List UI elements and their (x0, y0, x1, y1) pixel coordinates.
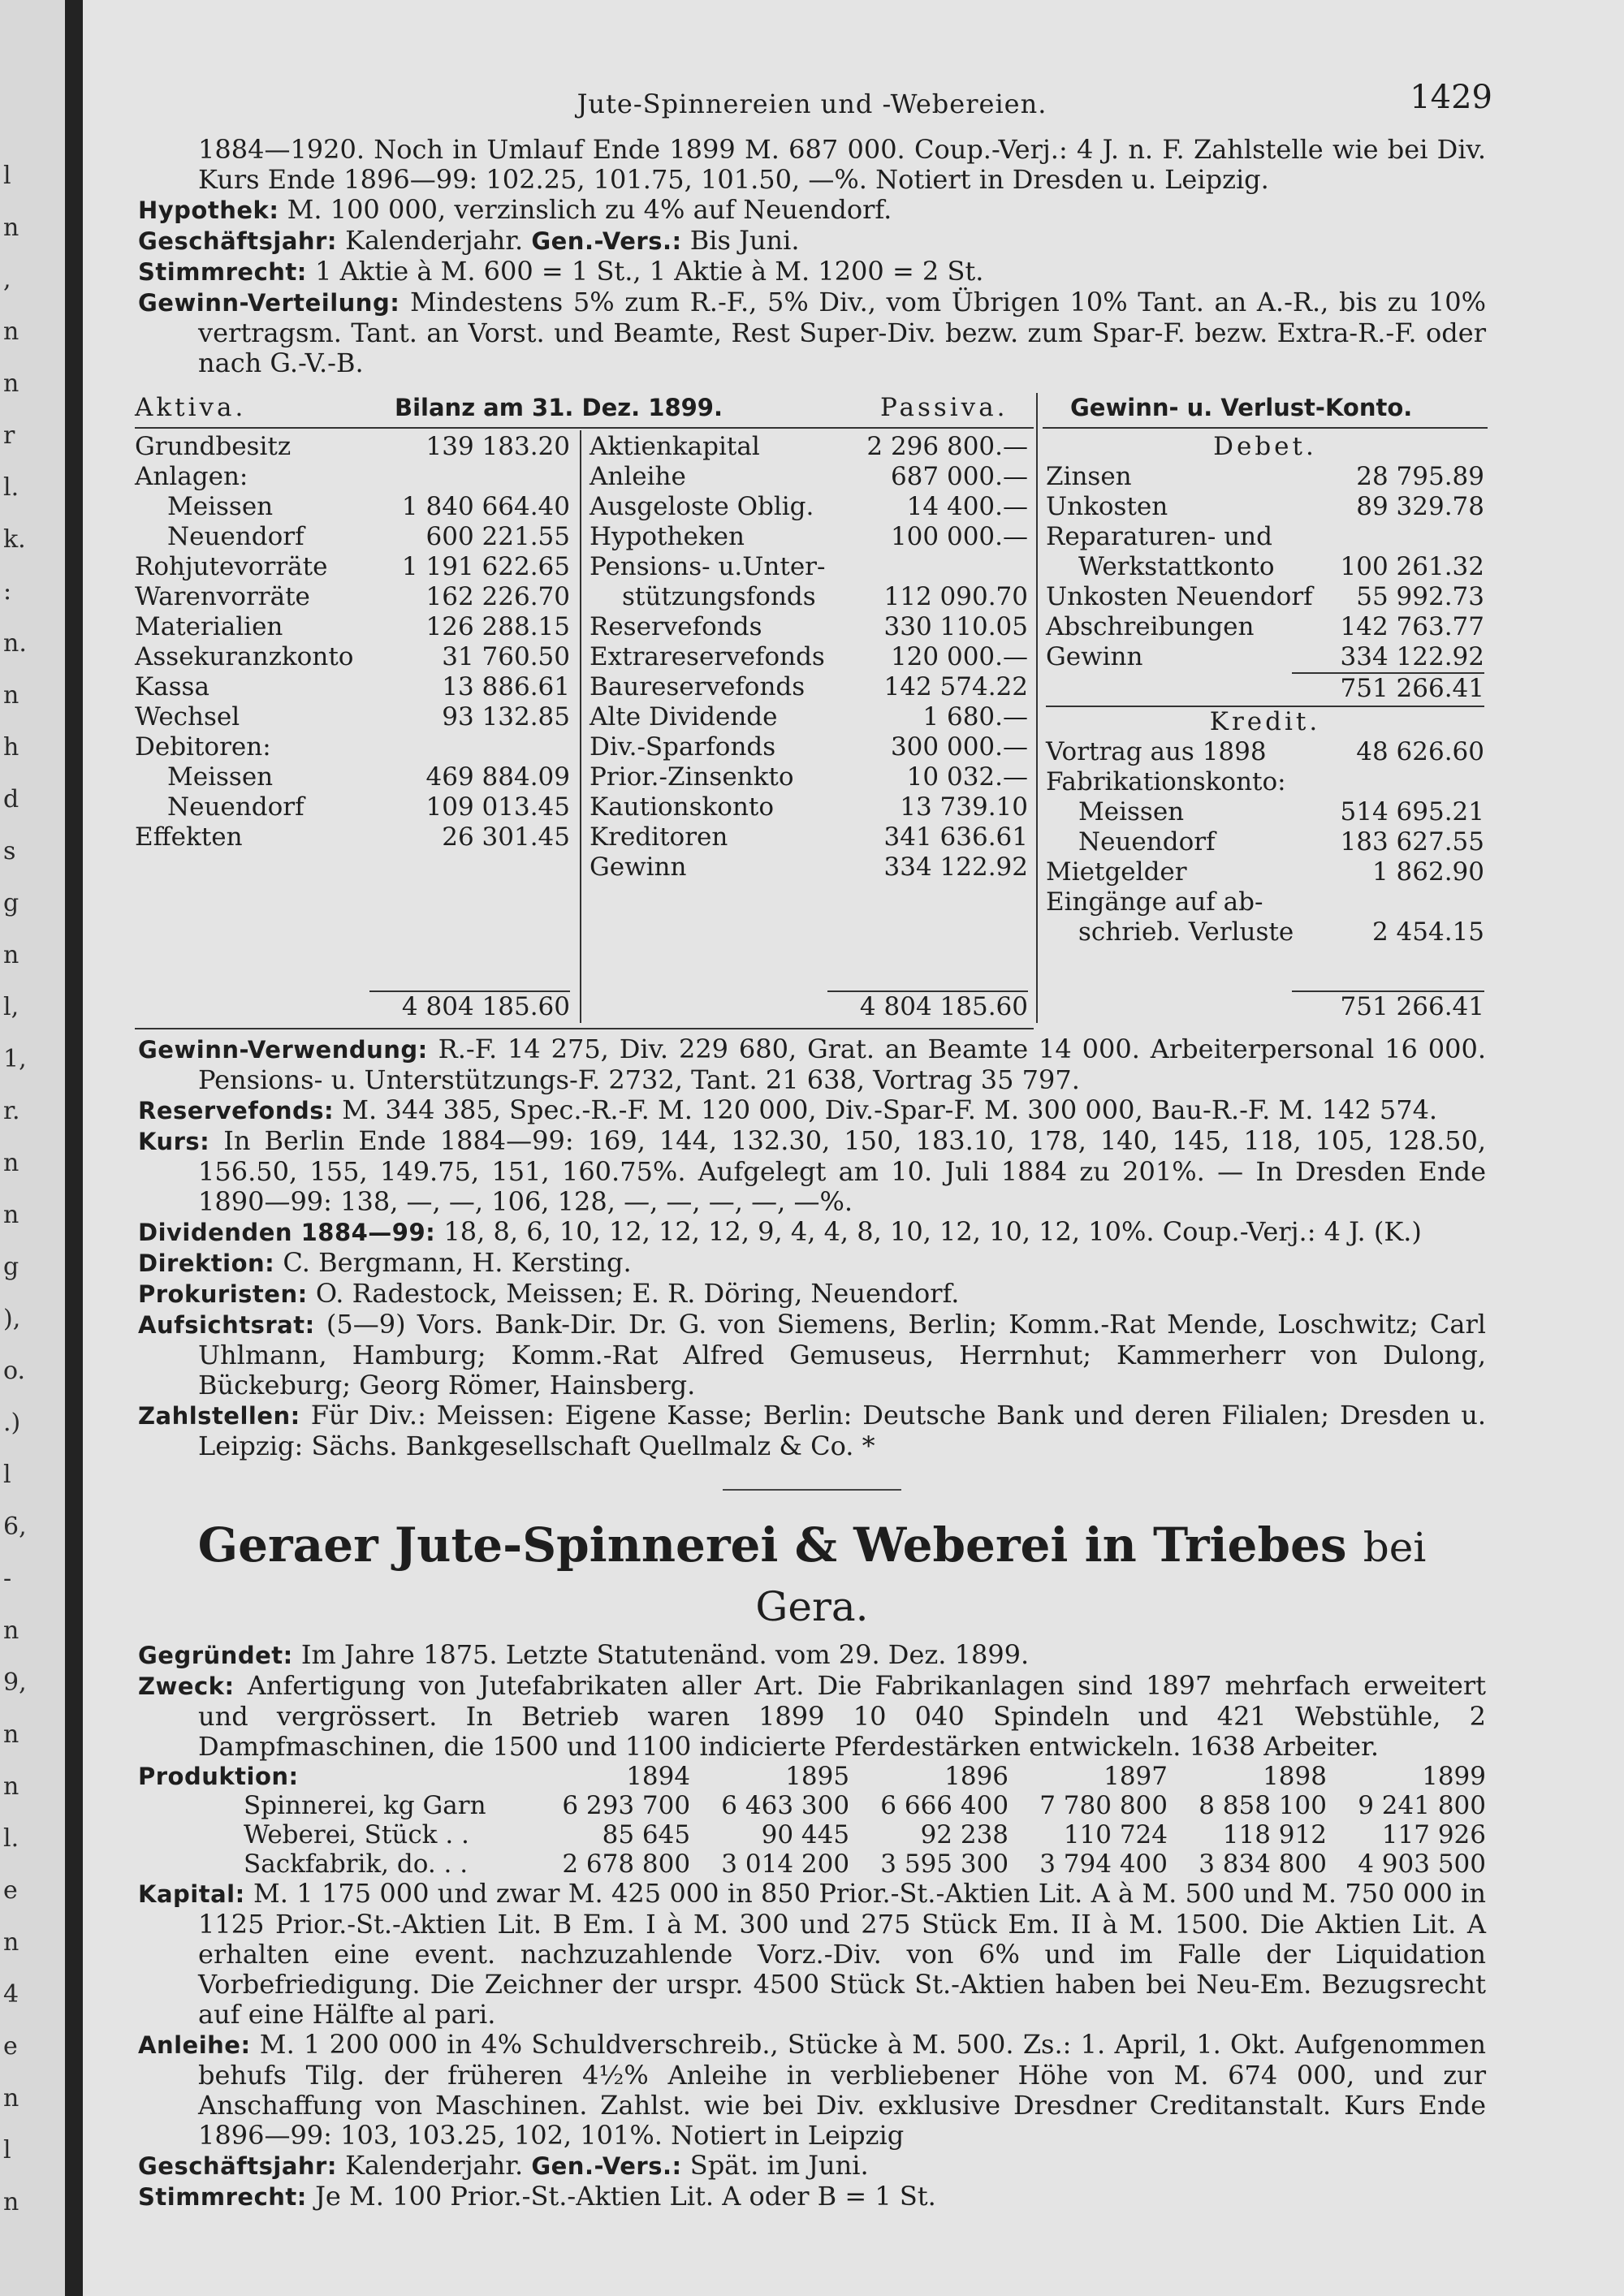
kurs-text: In Berlin Ende 1884—99: 169, 144, 132.30, 150, 183.10, 178, 140, 145, 118, 105, 128.50, 156.50, 155, 149.75, 151, 160.75%. Aufgelegt am 10. Juli 1884 zu 201%. — In Dresden Ende 1890—99: 138, —, —, 106, 128, —, —, —, —, —%. (198, 1125, 1486, 1217)
passiva-row (590, 852, 1028, 883)
company-stimmrecht-label: Stimmrecht: (138, 2183, 307, 2211)
produktion-value: 3 794 400 (1039, 1849, 1168, 1879)
produktion-value: 118 912 (1222, 1820, 1327, 1849)
aktiva-value: 162 226.70 (425, 582, 570, 611)
kredit-label: Fabrikationskonto: (1046, 767, 1286, 796)
kurs-entry (138, 1126, 1486, 1217)
intro-anleihe-text: 1884—1920. Noch in Umlauf Ende 1899 M. 687 000. Coup.-Verj.: 4 J. n. F. Zahlstelle wie bei Div. Kurs Ende 1896—99: 102.25, 101.75, 101.50, —%. Notiert in Dresden u. Leipzig. (198, 134, 1486, 195)
aktiva-label: Materialien (135, 612, 283, 641)
debet-label: Unkosten Neuendorf (1046, 582, 1313, 611)
left-page-fragment: 1, (3, 1045, 27, 1073)
passiva-row (590, 432, 1028, 462)
passiva-label: Hypotheken (590, 522, 745, 551)
left-page-fragment: 4 (3, 1980, 19, 2009)
zweck-label: Zweck: (138, 1672, 235, 1700)
kredit-row (1046, 917, 1484, 947)
passiva-row (590, 762, 1028, 792)
produktion-label: Produktion: (138, 1763, 299, 1790)
debet-total-row (1046, 672, 1484, 702)
aktiva-value: 126 288.15 (425, 612, 570, 641)
produktion-value: 3 834 800 (1199, 1849, 1327, 1879)
passiva-label: Ausgeloste Oblig. (590, 492, 814, 521)
aktiva-value: 600 221.55 (425, 522, 570, 551)
produktion-year: 1895 (785, 1762, 850, 1791)
aktiva-label: Warenvorräte (135, 582, 310, 611)
debet-value: 142 763.77 (1340, 612, 1484, 641)
page-number: 1429 (1410, 79, 1492, 116)
passiva-label: Aktienkapital (590, 432, 760, 461)
produktion-value: 3 014 200 (721, 1849, 850, 1879)
kredit-label: schrieb. Verluste (1078, 917, 1294, 947)
passiva-label: Kautionskonto (590, 792, 775, 822)
aktiva-row (135, 582, 570, 612)
passiva-label: Gewinn (590, 852, 687, 882)
kredit-row (1046, 737, 1484, 767)
passiva-row (590, 582, 1028, 612)
passiva-row (590, 552, 1028, 582)
passiva-value: 2 296 800.— (866, 432, 1028, 461)
zweck-entry (138, 1671, 1486, 1762)
left-page-fragment: s (3, 837, 16, 865)
debet-label: Unkosten (1046, 492, 1168, 521)
prokuristen-text: O. Radestock, Meissen; E. R. Döring, Neuendorf. (307, 1278, 960, 1309)
produktion-value: 6 293 700 (562, 1791, 691, 1820)
debet-value: 89 329.78 (1356, 492, 1484, 521)
aufsichtsrat-label: Aufsichtsrat: (138, 1311, 315, 1339)
produktion-year: 1899 (1422, 1762, 1486, 1791)
left-page-fragment: n (3, 1720, 19, 1749)
kredit-row (1046, 887, 1484, 917)
produktion-value: 7 780 800 (1039, 1791, 1168, 1820)
debet-label: Zinsen (1046, 462, 1132, 491)
left-page-fragment: n (3, 214, 19, 242)
bilanz-top-rule (135, 427, 1034, 429)
passiva-value: 300 000.— (890, 732, 1028, 762)
produktion-row (138, 1791, 1486, 1820)
passiva-row (590, 732, 1028, 762)
gewinn-verteilung-label: Gewinn-Verteilung: (138, 289, 400, 317)
debet-row (1046, 612, 1484, 642)
passiva-row (590, 792, 1028, 822)
aktiva-row (135, 462, 570, 492)
left-page-fragment: o. (3, 1357, 26, 1385)
aktiva-value: 1 840 664.40 (401, 492, 570, 521)
passiva-value: 10 032.— (906, 762, 1028, 792)
reservefonds-text: M. 344 385, Spec.-R.-F. M. 120 000, Div.-Spar-F. M. 300 000, Bau-R.-F. M. 142 574. (334, 1094, 1438, 1125)
aktiva-label: Effekten (135, 822, 243, 852)
company-title: Geraer Jute-Spinnerei & Weberei in Triebes (197, 1517, 1347, 1573)
left-page-fragment: n (3, 369, 19, 398)
left-page-fragment: : (3, 577, 12, 606)
kredit-label: Eingänge auf ab- (1046, 887, 1263, 917)
left-page-fragment: r. (3, 1097, 20, 1125)
left-page-fragment: .) (3, 1409, 21, 1437)
left-page-fragment: 6, (3, 1513, 27, 1541)
kredit-total: 751 266.41 (1292, 990, 1485, 1022)
aktiva-value: 31 760.50 (442, 642, 570, 671)
left-page-fragment: - (3, 1564, 12, 1593)
aktiva-label: Wechsel (135, 702, 240, 732)
left-page-fragment: n (3, 941, 19, 969)
produktion-value: 85 645 (602, 1820, 691, 1849)
left-page-fragment: n (3, 2188, 19, 2216)
produktion-year: 1897 (1104, 1762, 1168, 1791)
guv-column (1046, 432, 1484, 947)
aktiva-label: Kassa (135, 672, 209, 701)
dividenden-label: Dividenden 1884—99: (138, 1219, 436, 1246)
company-geschaeftsjahr-text: Kalenderjahr. (336, 2150, 532, 2181)
aktiva-row (135, 432, 570, 462)
left-page-fragment: e (3, 1876, 18, 1905)
geschaeftsjahr-label: Geschäftsjahr: (138, 227, 337, 255)
hypothek-text: M. 100 000, verzinslich zu 4% auf Neuendorf. (279, 194, 892, 225)
kredit-heading: Kredit. (1046, 706, 1484, 737)
passiva-value: 341 636.61 (883, 822, 1028, 852)
aktiva-value: 93 132.85 (442, 702, 570, 732)
produktion-year: 1896 (944, 1762, 1009, 1791)
passiva-label: Prior.-Zinsenkto (590, 762, 794, 792)
produktion-value: 4 903 500 (1358, 1849, 1486, 1879)
debet-label: Reparaturen- und (1046, 522, 1272, 551)
gegruendet-text: Im Jahre 1875. Letzte Statutenänd. vom 29. Dez. 1899. (292, 1639, 1030, 1670)
produktion-block (138, 1762, 1486, 1879)
aktiva-row (135, 822, 570, 852)
left-page-fragment: h (3, 733, 19, 762)
passiva-value: 1 680.— (922, 702, 1028, 732)
produktion-value: 6 463 300 (721, 1791, 850, 1820)
stimmrecht-label: Stimmrecht: (138, 258, 307, 286)
passiva-value: 330 110.05 (883, 612, 1028, 641)
aktiva-label: Neuendorf (167, 522, 304, 551)
produktion-year: 1894 (626, 1762, 691, 1791)
produktion-row-label: Weberei, Stück . . (244, 1820, 469, 1849)
left-page-fragment: l. (3, 1824, 19, 1853)
company-title-suffix: bei Gera. (755, 1524, 1427, 1630)
running-title: Jute-Spinnereien und -Webereien. (577, 88, 1047, 119)
left-page-fragment: k. (3, 525, 26, 554)
debet-value: 100 261.32 (1340, 552, 1484, 581)
left-page-fragment: n (3, 681, 19, 710)
debet-row (1046, 642, 1484, 672)
debet-row (1046, 462, 1484, 492)
passiva-row (590, 492, 1028, 522)
company-heading (138, 1517, 1486, 1635)
produktion-value: 3 595 300 (880, 1849, 1009, 1879)
passiva-label: Extrareservefonds (590, 642, 825, 671)
aktiva-label: Grundbesitz (135, 432, 292, 461)
gewinn-verteilung-entry (138, 287, 1486, 378)
guv-divider (1036, 393, 1038, 1023)
left-page-fragment: n (3, 317, 19, 346)
debet-value: 55 992.73 (1356, 582, 1484, 611)
aktiva-label: Meissen (167, 762, 274, 792)
left-page-fragment: l, (3, 993, 19, 1021)
kredit-value: 183 627.55 (1340, 827, 1484, 857)
section-separator (723, 1489, 901, 1491)
left-page-fragment: g (3, 1253, 19, 1281)
direktion-label: Direktion: (138, 1249, 275, 1277)
aufsichtsrat-entry (138, 1310, 1486, 1400)
running-header (138, 79, 1492, 135)
aktiva-label: Assekuranzkonto (135, 642, 354, 671)
zweck-text: Anfertigung von Jutefabrikaten aller Art. Die Fabrikanlagen sind 1897 mehrfach erweitert und vergrössert. In Betrieb waren 1899 10 040 Spindeln und 421 Webstühle, 2 Dampfmaschinen, die 1500 und 1100 indicierte Pferdestärken entwickeln. 1638 Arbeiter. (198, 1670, 1486, 1762)
debet-label: Gewinn (1046, 642, 1143, 671)
kapital-label: Kapital: (138, 1880, 245, 1908)
passiva-label: Reservefonds (590, 612, 762, 641)
passiva-row (590, 702, 1028, 732)
zahlstellen-entry (138, 1400, 1486, 1461)
produktion-value: 110 724 (1063, 1820, 1168, 1849)
left-page-fragment: n. (3, 629, 27, 658)
kredit-value: 1 862.90 (1371, 857, 1484, 887)
produktion-value: 9 241 800 (1358, 1791, 1486, 1820)
passiva-row (590, 642, 1028, 672)
produktion-value: 6 666 400 (880, 1791, 1009, 1820)
direktion-text: C. Bergmann, H. Kersting. (274, 1247, 632, 1278)
aktiva-value: 13 886.61 (442, 672, 570, 701)
aktiva-row (135, 612, 570, 642)
aktiva-label: Neuendorf (167, 792, 304, 822)
produktion-row (138, 1849, 1486, 1879)
kredit-row (1046, 857, 1484, 887)
binding-shadow (65, 0, 83, 2296)
company-gen-vers-text: Spät. im Juni. (681, 2150, 869, 2181)
passiva-label: Baureservefonds (590, 672, 806, 701)
left-page-fragment: n (3, 1616, 19, 1645)
kredit-label: Mietgelder (1046, 857, 1187, 887)
left-page-fragment: l (3, 1461, 11, 1489)
gewinn-verwendung-label: Gewinn-Verwendung: (138, 1036, 428, 1064)
zahlstellen-label: Zahlstellen: (138, 1402, 300, 1430)
passiva-label: stützungsfonds (622, 582, 816, 611)
company-stimmrecht-text: Je M. 100 Prior.-St.-Aktien Lit. A oder B = 1 St. (306, 2181, 936, 2212)
passiva-heading: Passiva. (880, 393, 1009, 422)
aktiva-label: Anlagen: (135, 462, 248, 491)
passiva-label: Kreditoren (590, 822, 728, 852)
aktiva-row (135, 732, 570, 762)
passiva-value: 14 400.— (906, 492, 1028, 521)
reservefonds-entry (138, 1095, 1486, 1126)
left-page-fragment: g (3, 889, 19, 917)
passiva-row (590, 522, 1028, 552)
guv-title: Gewinn- u. Verlust-Konto. (1070, 394, 1413, 421)
anleihe-label: Anleihe: (138, 2031, 251, 2059)
left-page-fragment: l (3, 162, 11, 190)
gewinn-verwendung-entry (138, 1034, 1486, 1095)
passiva-row (590, 462, 1028, 492)
company-geschaeftsjahr-entry (138, 2151, 1486, 2182)
kredit-label: Meissen (1078, 797, 1185, 826)
passiva-value: 334 122.92 (883, 852, 1028, 882)
main-text (135, 79, 1492, 2212)
hypothek-label: Hypothek: (138, 196, 279, 224)
passiva-value: 13 739.10 (900, 792, 1028, 822)
produktion-year: 1898 (1263, 1762, 1327, 1791)
debet-row (1046, 552, 1484, 582)
geschaeftsjahr-text: Kalenderjahr. (336, 225, 532, 256)
passiva-value: 687 000.— (890, 462, 1028, 491)
debet-value: 28 795.89 (1356, 462, 1484, 491)
aktiva-value: 469 884.09 (425, 762, 570, 792)
passiva-value: 100 000.— (890, 522, 1028, 551)
left-page-fragment: n (3, 2084, 19, 2113)
left-page-fragment: r (3, 421, 15, 450)
bilanz-bottom-rule (135, 1028, 1034, 1029)
aktiva-total: 4 804 185.60 (369, 990, 570, 1022)
prokuristen-entry (138, 1279, 1486, 1310)
gewinn-verwendung-text: R.-F. 14 275, Div. 229 680, Grat. an Beamte 14 000. Arbeiterpersonal 16 000. Pensions- u. Unterstützungs-F. 2732, Tant. 21 638, Vortrag 35 797. (198, 1034, 1486, 1095)
passiva-label: Anleihe (590, 462, 686, 491)
passiva-row (590, 672, 1028, 702)
bilanz-title: Bilanz am 31. Dez. 1899. (395, 394, 723, 421)
passiva-row (590, 822, 1028, 852)
left-page-fragment: n (3, 1928, 19, 1957)
guv-top-rule (1043, 427, 1488, 429)
aktiva-row (135, 702, 570, 732)
kredit-value: 514 695.21 (1340, 797, 1484, 826)
aktiva-value: 139 183.20 (425, 432, 570, 461)
left-page-fragment: ), (3, 1305, 21, 1333)
aktiva-row (135, 522, 570, 552)
prokuristen-label: Prokuristen: (138, 1280, 308, 1308)
debet-heading: Debet. (1213, 432, 1317, 461)
aktiva-total-row (135, 990, 570, 1021)
aktiva-row (135, 792, 570, 822)
passiva-total-row (590, 990, 1028, 1021)
kredit-list (1046, 737, 1484, 947)
anleihe-text: M. 1 200 000 in 4% Schuldverschreib., Stücke à M. 500. Zs.: 1. April, 1. Okt. Aufgenommen behufs Tilg. der früheren 4½% Anleihe in verbliebener Höhe von M. 674 000, und zur Anschaffung von Maschinen. Zahlst. wie bei Div. exklusive Dresdner Creditanstalt. Kurs Ende 1896—99: 103, 103.25, 102, 101%. Notiert in Leipzig (198, 2029, 1486, 2151)
gegruendet-label: Gegründet: (138, 1642, 293, 1669)
left-page-fragment: n (3, 1149, 19, 1177)
aktiva-label: Meissen (167, 492, 274, 521)
bilanz-divider (580, 430, 581, 1023)
debet-label: Abschreibungen (1046, 612, 1255, 641)
debet-total: 751 266.41 (1292, 672, 1485, 704)
hypothek-entry (138, 195, 1486, 226)
passiva-label: Pensions- u.Unter- (590, 552, 826, 581)
left-page-fragments (0, 0, 67, 2296)
kredit-total-row (1046, 990, 1484, 1021)
anleihe-entry (138, 2030, 1486, 2151)
dividenden-entry (138, 1217, 1486, 1248)
aktiva-row (135, 672, 570, 702)
passiva-value: 120 000.— (890, 642, 1028, 671)
gewinn-verteilung-text: Mindestens 5% zum R.-F., 5% Div., vom Übrigen 10% Tant. an A.-R., bis zu 10% vertragsm. Tant. an Vorst. und Beamte, Rest Super-Div. bezw. zum Spar-F. bezw. Extra-R.-F. oder nach G.-V.-B. (198, 287, 1486, 378)
debet-row (1046, 582, 1484, 612)
kredit-row (1046, 797, 1484, 827)
produktion-label-cell (138, 1762, 531, 1791)
aktiva-list (135, 432, 570, 852)
produktion-table (138, 1762, 1486, 1879)
aktiva-row (135, 492, 570, 522)
aktiva-label: Debitoren: (135, 732, 271, 762)
left-page-fragment: l (3, 2136, 11, 2164)
company-gen-vers-label: Gen.-Vers.: (531, 2152, 682, 2180)
balance-sheet (135, 393, 1486, 1034)
direktion-entry (138, 1248, 1486, 1279)
kredit-value: 48 626.60 (1356, 737, 1484, 766)
gegruendet-entry (138, 1640, 1486, 1671)
left-page-fragment: 9, (3, 1668, 27, 1697)
produktion-value: 90 445 (761, 1820, 850, 1849)
aktiva-value: 26 301.45 (442, 822, 570, 852)
produktion-value: 92 238 (920, 1820, 1009, 1849)
debet-label: Werkstattkonto (1078, 552, 1275, 581)
debet-list (1046, 462, 1484, 672)
gen-vers-label: Gen.-Vers.: (531, 227, 682, 255)
kurs-label: Kurs: (138, 1128, 210, 1155)
produktion-value: 8 858 100 (1199, 1791, 1327, 1820)
left-page-fragment: l. (3, 473, 19, 502)
kredit-value: 2 454.15 (1371, 917, 1484, 947)
produktion-row (138, 1820, 1486, 1849)
geschaeftsjahr-entry (138, 226, 1486, 257)
passiva-value: 112 090.70 (883, 582, 1028, 611)
produktion-value: 2 678 800 (562, 1849, 691, 1879)
zahlstellen-text: Für Div.: Meissen: Eigene Kasse; Berlin: Deutsche Bank und deren Filialen; Dresden u. Leipzig: Sächs. Bankgesellschaft Quellmalz & Co. * (198, 1400, 1486, 1461)
left-page-fragment: n (3, 1201, 19, 1229)
aktiva-row (135, 552, 570, 582)
aktiva-label: Rohjutevorräte (135, 552, 328, 581)
passiva-value: 142 574.22 (883, 672, 1028, 701)
produktion-value: 117 926 (1381, 1820, 1486, 1849)
aktiva-row (135, 762, 570, 792)
debet-value: 334 122.92 (1340, 642, 1484, 671)
kredit-label: Vortrag aus 1898 (1046, 737, 1267, 766)
kapital-text: M. 1 175 000 und zwar M. 425 000 in 850 Prior.-St.-Aktien Lit. A à M. 500 und M. 750 000 in 1125 Prior.-St.-Aktien Lit. B Em. I à M. 300 und 275 Stück Em. II à M. 1500. Die Aktien Lit. A erhalten eine event. nachzuzahlende Vorz.-Div. von 6% und im Falle der Liquidation Vorbefriedigung. Die Zeichner der urspr. 4500 Stück St.-Aktien haben bei Neu-Em. Bezugsrecht auf eine Hälfte al pari. (198, 1878, 1486, 2030)
produktion-row-label: Sackfabrik, do. . . (244, 1849, 469, 1879)
passiva-label: Alte Dividende (590, 702, 778, 732)
company-geschaeftsjahr-label: Geschäftsjahr: (138, 2152, 337, 2180)
debet-row (1046, 522, 1484, 552)
aktiva-row (135, 642, 570, 672)
left-page-fragment: n (3, 1772, 19, 1801)
reservefonds-label: Reservefonds: (138, 1097, 335, 1124)
aufsichtsrat-text: (5—9) Vors. Bank-Dir. Dr. G. von Siemens, Berlin; Komm.-Rat Mende, Loschwitz; Carl Uhlmann, Hamburg; Komm.-Rat Alfred Gemuseus, Herrnhut; Kammerherr von Dulong, Bückeburg; Georg Römer, Hainsberg. (198, 1309, 1486, 1400)
passiva-row (590, 612, 1028, 642)
produktion-row-label: Spinnerei, kg Garn (244, 1791, 486, 1820)
company-stimmrecht-entry (138, 2182, 1486, 2212)
gen-vers-text: Bis Juni. (681, 225, 800, 256)
passiva-list (590, 432, 1028, 883)
debet-row (1046, 492, 1484, 522)
passiva-label: Div.-Sparfonds (590, 732, 776, 762)
dividenden-text: 18, 8, 6, 10, 12, 12, 12, 9, 4, 4, 8, 10, 12, 10, 12, 10%. Coup.-Verj.: 4 J. (K.) (435, 1216, 1422, 1247)
left-page-fragment: e (3, 2032, 18, 2061)
left-page-fragment: , (3, 265, 11, 294)
kredit-label: Neuendorf (1078, 827, 1216, 857)
kredit-row (1046, 767, 1484, 797)
kapital-entry (138, 1879, 1486, 2030)
aktiva-heading: Aktiva. (135, 393, 247, 422)
stimmrecht-entry (138, 257, 1486, 287)
left-page-fragment: d (3, 785, 19, 814)
kredit-row (1046, 827, 1484, 857)
stimmrecht-text: 1 Aktie à M. 600 = 1 St., 1 Aktie à M. 1200 = 2 St. (306, 256, 984, 287)
aktiva-value: 1 191 622.65 (401, 552, 570, 581)
produktion-year-row (138, 1762, 1486, 1791)
aktiva-value: 109 013.45 (425, 792, 570, 822)
passiva-total: 4 804 185.60 (827, 990, 1028, 1022)
